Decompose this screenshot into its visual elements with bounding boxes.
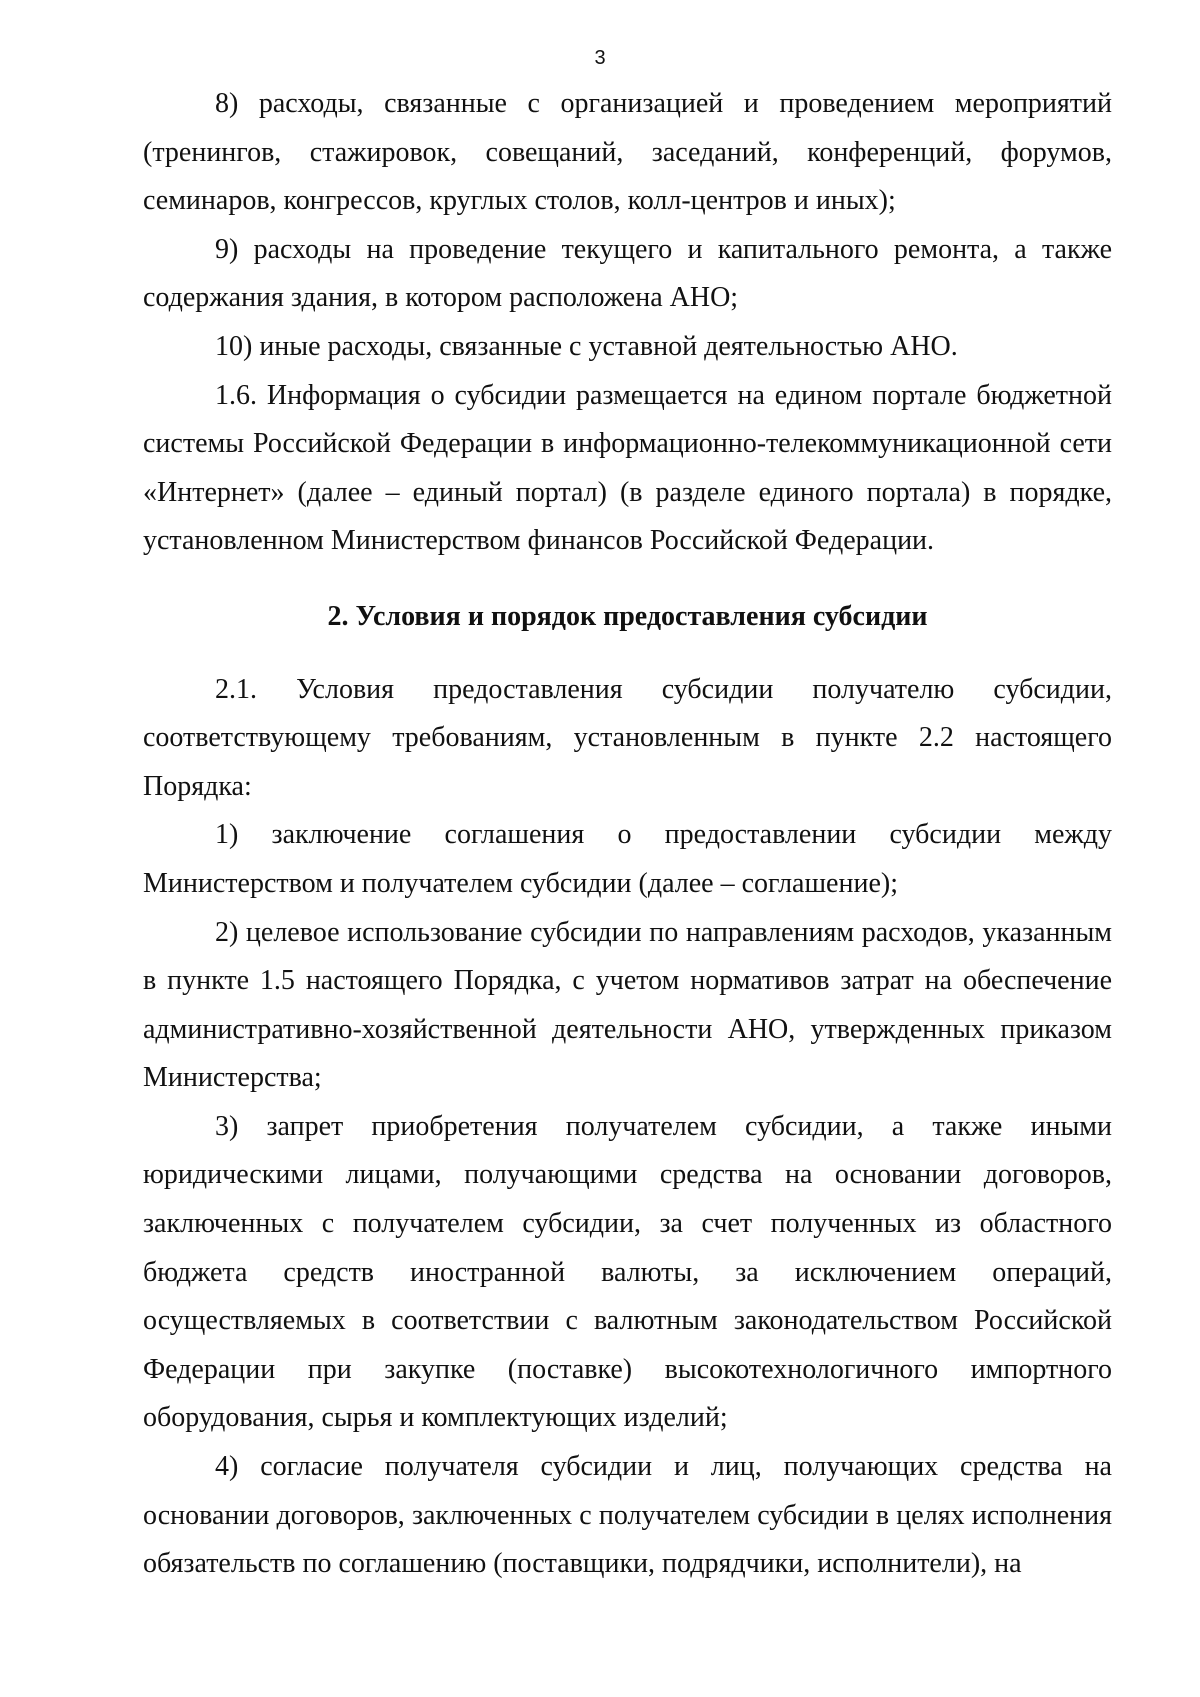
paragraph-1-6-portal-information: 1.6. Информация о субсидии размещается на едином портале бюджетной системы Российской Федерации в информационно-телекоммуникационной сети «Интернет» (далее – единый портал) (в разделе единого портала) в порядке, установленном Министерством финансов Российской Федерации. <box>143 379 1112 557</box>
paragraph-item-8-expenses: 8) расходы, связанные с организацией и проведением мероприятий (тренингов, стажировок, совещаний, заседаний, конференций, форумов, семинаров, конгрессов, круглых столов, колл-центров и иных); <box>143 88 1112 217</box>
paragraph-item-9-repair-expenses: 9) расходы на проведение текущего и капитального ремонта, а также содержания здания, в котором расположена АНО; <box>143 233 1112 314</box>
section-heading: 2. Условия и порядок предоставления субсидии <box>327 600 928 632</box>
page-content <box>143 80 1112 1589</box>
page-number: 3 <box>594 47 606 69</box>
paragraph-condition-3-currency-ban: 3) запрет приобретения получателем субсидии, а также иными юридическими лицами, получающими средства на основании договоров, заключенных с получателем субсидии, за счет полученных из областного бюджета средств иностранной валюты, за исключением операций, осуществляемых в соответствии с валютным законодательством Российской Федерации при закупке (поставке) высокотехнологичного импортного оборудования, сырья и комплектующих изделий; <box>143 1110 1112 1434</box>
paragraph-condition-4-consent: 4) согласие получателя субсидии и лиц, получающих средства на основании договоров, заключенных с получателем субсидии в целях исполнения обязательств по соглашению (поставщики, подрядчики, исполнители), на <box>143 1451 1112 1580</box>
paragraph-condition-2-target-use: 2) целевое использование субсидии по направлениям расходов, указанным в пункте 1.5 настоящего Порядка, с учетом нормативов затрат на обеспечение административно-хозяйственной деятельности АНО, утвержденных приказом Министерства; <box>143 916 1112 1094</box>
paragraph-item-10-other-expenses: 10) иные расходы, связанные с уставной деятельностью АНО. <box>215 330 958 362</box>
paragraph-2-1-conditions: 2.1. Условия предоставления субсидии получателю субсидии, соответствующему требованиям, установленным в пункте 2.2 настоящего Порядка: <box>143 673 1112 802</box>
paragraph-condition-1-agreement: 1) заключение соглашения о предоставлении субсидии между Министерством и получателем субсидии (далее – соглашение); <box>143 819 1112 899</box>
